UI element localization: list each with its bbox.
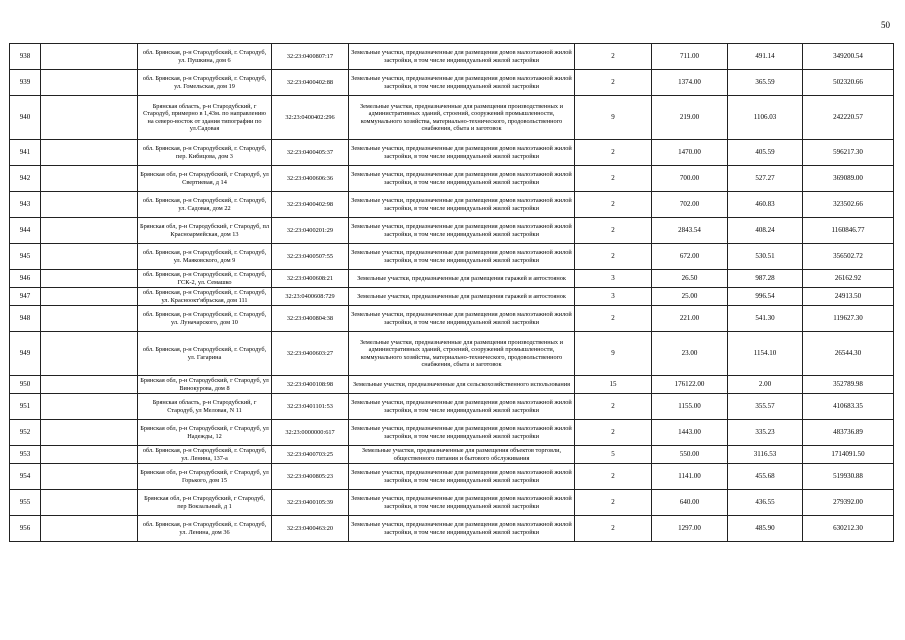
table-row <box>10 490 894 516</box>
use-type-cell: 2 <box>575 420 652 446</box>
row-number: 941 <box>10 140 41 166</box>
table-row <box>10 70 894 96</box>
blank-cell <box>41 332 138 376</box>
cadastral-number-cell: 32:23:0400201:29 <box>272 218 349 244</box>
land-registry-table <box>9 43 894 542</box>
address-cell: Брянская область, р-н Стародубский, г Стародуб, примерно в 1,43м. по направлению на северо-восток от здания типографии по ул.Садовая <box>138 96 272 140</box>
land-purpose-cell: Земельные участки, предназначенные для размещения гаражей и автостоянок <box>349 288 575 306</box>
use-type-cell: 2 <box>575 516 652 542</box>
use-type-cell: 2 <box>575 394 652 420</box>
cadastral-number-cell: 32:23:0400402:296 <box>272 96 349 140</box>
cadastral-value-cell: 630212.30 <box>803 516 894 542</box>
row-number: 955 <box>10 490 41 516</box>
table-row <box>10 218 894 244</box>
use-type-cell: 2 <box>575 306 652 332</box>
table-row <box>10 166 894 192</box>
cadastral-value-cell: 410683.35 <box>803 394 894 420</box>
row-number: 939 <box>10 70 41 96</box>
cadastral-number-cell: 32:23:0400603:27 <box>272 332 349 376</box>
address-cell: обл. Брянская, р-н Стародубский, г. Стародуб, ул. Луначарского, дом 10 <box>138 306 272 332</box>
blank-cell <box>41 306 138 332</box>
blank-cell <box>41 70 138 96</box>
land-purpose-cell: Земельные участки, предназначенные для размещения домов малоэтажной жилой застройки, в том числе индивидуальной жилой застройки <box>349 166 575 192</box>
address-cell: обл. Брянская, р-н Стародубский, г. Стародуб, ул. Пушкина, дом 6 <box>138 44 272 70</box>
table-row <box>10 306 894 332</box>
page-number: 50 <box>881 20 890 30</box>
blank-cell <box>41 516 138 542</box>
blank-cell <box>41 288 138 306</box>
blank-cell <box>41 420 138 446</box>
table-row <box>10 420 894 446</box>
cadastral-number-cell: 32:23:0400402:88 <box>272 70 349 96</box>
cadastral-value-cell: 1714091.50 <box>803 446 894 464</box>
row-number: 954 <box>10 464 41 490</box>
area-cell: 1155.00 <box>652 394 728 420</box>
table-row <box>10 96 894 140</box>
cadastral-value-cell: 356502.72 <box>803 244 894 270</box>
use-type-cell: 2 <box>575 464 652 490</box>
specific-value-cell: 527.27 <box>728 166 803 192</box>
area-cell: 1141.00 <box>652 464 728 490</box>
blank-cell <box>41 244 138 270</box>
address-cell: Брянская обл, р-н Стародубский, г Стародуб, пл Красноармейская, дом 13 <box>138 218 272 244</box>
row-number: 938 <box>10 44 41 70</box>
cadastral-number-cell: 32:23:0400805:23 <box>272 464 349 490</box>
cadastral-number-cell: 32:23:0400405:37 <box>272 140 349 166</box>
specific-value-cell: 3116.53 <box>728 446 803 464</box>
specific-value-cell: 541.30 <box>728 306 803 332</box>
land-purpose-cell: Земельные участки, предназначенные для размещения домов малоэтажной жилой застройки, в том числе индивидуальной жилой застройки <box>349 140 575 166</box>
address-cell: обл. Брянская, р-н Стародубский, г. Стародуб, ГСК-2, ул. Семашко <box>138 270 272 288</box>
cadastral-number-cell: 32:23:0401101:53 <box>272 394 349 420</box>
land-purpose-cell: Земельные участки, предназначенные для размещения домов малоэтажной жилой застройки, в том числе индивидуальной жилой застройки <box>349 420 575 446</box>
cadastral-value-cell: 352789.98 <box>803 376 894 394</box>
blank-cell <box>41 166 138 192</box>
area-cell: 23.00 <box>652 332 728 376</box>
blank-cell <box>41 218 138 244</box>
table-row <box>10 244 894 270</box>
registry-body <box>10 44 894 542</box>
cadastral-number-cell: 32:23:0400606:36 <box>272 166 349 192</box>
land-purpose-cell: Земельные участки, предназначенные для сельскохозяйственного использования <box>349 376 575 394</box>
cadastral-value-cell: 279392.00 <box>803 490 894 516</box>
row-number: 953 <box>10 446 41 464</box>
area-cell: 176122.00 <box>652 376 728 394</box>
land-purpose-cell: Земельные участки, предназначенные для размещения домов малоэтажной жилой застройки, в том числе индивидуальной жилой застройки <box>349 490 575 516</box>
table-row <box>10 446 894 464</box>
cadastral-number-cell: 32:23:0000000:617 <box>272 420 349 446</box>
cadastral-number-cell: 32:23:0400463:20 <box>272 516 349 542</box>
area-cell: 702.00 <box>652 192 728 218</box>
address-cell: обл. Брянская, р-н Стародубский, г. Стародуб, пер. Кибицова, дом 3 <box>138 140 272 166</box>
area-cell: 700.00 <box>652 166 728 192</box>
row-number: 943 <box>10 192 41 218</box>
use-type-cell: 2 <box>575 244 652 270</box>
use-type-cell: 3 <box>575 270 652 288</box>
blank-cell <box>41 464 138 490</box>
specific-value-cell: 436.55 <box>728 490 803 516</box>
cadastral-value-cell: 323502.66 <box>803 192 894 218</box>
land-purpose-cell: Земельные участки, предназначенные для размещения домов малоэтажной жилой застройки, в том числе индивидуальной жилой застройки <box>349 516 575 542</box>
use-type-cell: 2 <box>575 140 652 166</box>
cadastral-number-cell: 32:23:0400703:25 <box>272 446 349 464</box>
row-number: 948 <box>10 306 41 332</box>
row-number: 942 <box>10 166 41 192</box>
cadastral-value-cell: 369089.00 <box>803 166 894 192</box>
cadastral-number-cell: 32:23:0400608:21 <box>272 270 349 288</box>
use-type-cell: 15 <box>575 376 652 394</box>
land-purpose-cell: Земельные участки, предназначенные для размещения гаражей и автостоянок <box>349 270 575 288</box>
table-row <box>10 394 894 420</box>
row-number: 945 <box>10 244 41 270</box>
blank-cell <box>41 394 138 420</box>
row-number: 940 <box>10 96 41 140</box>
use-type-cell: 9 <box>575 96 652 140</box>
area-cell: 1443.00 <box>652 420 728 446</box>
address-cell: обл. Брянская, р-н Стародубский, г. Стародуб, ул. Маяковского, дом 9 <box>138 244 272 270</box>
area-cell: 1470.00 <box>652 140 728 166</box>
row-number: 946 <box>10 270 41 288</box>
table-row <box>10 288 894 306</box>
address-cell: Брянская обл, р-н Стародубский, г Стародуб, ул Свертиевая, д 14 <box>138 166 272 192</box>
specific-value-cell: 987.28 <box>728 270 803 288</box>
address-cell: Брянская область, р-н Стародубский, г Стародуб, ул Меловая, N 11 <box>138 394 272 420</box>
blank-cell <box>41 376 138 394</box>
use-type-cell: 5 <box>575 446 652 464</box>
use-type-cell: 3 <box>575 288 652 306</box>
cadastral-value-cell: 26544.30 <box>803 332 894 376</box>
blank-cell <box>41 140 138 166</box>
area-cell: 221.00 <box>652 306 728 332</box>
use-type-cell: 2 <box>575 44 652 70</box>
cadastral-value-cell: 349200.54 <box>803 44 894 70</box>
use-type-cell: 2 <box>575 70 652 96</box>
blank-cell <box>41 270 138 288</box>
cadastral-value-cell: 26162.92 <box>803 270 894 288</box>
specific-value-cell: 530.51 <box>728 244 803 270</box>
land-purpose-cell: Земельные участки, предназначенные для размещения домов малоэтажной жилой застройки, в том числе индивидуальной жилой застройки <box>349 244 575 270</box>
address-cell: Брянская обл, р-н Стародубский, г Стародуб, ул Горького, дом 15 <box>138 464 272 490</box>
address-cell: Брянская обл, р-н Стародубский, г Стародуб, ул Надежды, 12 <box>138 420 272 446</box>
blank-cell <box>41 490 138 516</box>
cadastral-number-cell: 32:23:0400105:39 <box>272 490 349 516</box>
cadastral-number-cell: 32:23:0400402:98 <box>272 192 349 218</box>
blank-cell <box>41 446 138 464</box>
table-row <box>10 192 894 218</box>
area-cell: 711.00 <box>652 44 728 70</box>
specific-value-cell: 2.00 <box>728 376 803 394</box>
row-number: 949 <box>10 332 41 376</box>
specific-value-cell: 335.23 <box>728 420 803 446</box>
specific-value-cell: 485.90 <box>728 516 803 542</box>
use-type-cell: 2 <box>575 166 652 192</box>
specific-value-cell: 405.59 <box>728 140 803 166</box>
use-type-cell: 2 <box>575 490 652 516</box>
specific-value-cell: 996.54 <box>728 288 803 306</box>
specific-value-cell: 455.68 <box>728 464 803 490</box>
address-cell: обл. Брянская, р-н Стародубский, г. Стародуб, ул. Гагарина <box>138 332 272 376</box>
row-number: 956 <box>10 516 41 542</box>
address-cell: обл. Брянская, р-н Стародубский, г. Стародуб, ул. Садовая, дом 22 <box>138 192 272 218</box>
table-row <box>10 270 894 288</box>
area-cell: 1297.00 <box>652 516 728 542</box>
use-type-cell: 9 <box>575 332 652 376</box>
area-cell: 640.00 <box>652 490 728 516</box>
row-number: 952 <box>10 420 41 446</box>
area-cell: 672.00 <box>652 244 728 270</box>
specific-value-cell: 491.14 <box>728 44 803 70</box>
cadastral-value-cell: 242220.57 <box>803 96 894 140</box>
blank-cell <box>41 44 138 70</box>
land-purpose-cell: Земельные участки, предназначенные для размещения домов малоэтажной жилой застройки, в том числе индивидуальной жилой застройки <box>349 394 575 420</box>
address-cell: обл. Брянская, р-н Стародубский, г. Стародуб, ул. Гомельская, дом 19 <box>138 70 272 96</box>
row-number: 950 <box>10 376 41 394</box>
table-row <box>10 464 894 490</box>
land-purpose-cell: Земельные участки, предназначенные для размещения объектов торговли, общественного питания и бытового обслуживания <box>349 446 575 464</box>
cadastral-number-cell: 32:23:0400507:55 <box>272 244 349 270</box>
table-row <box>10 140 894 166</box>
row-number: 944 <box>10 218 41 244</box>
cadastral-value-cell: 519930.88 <box>803 464 894 490</box>
land-purpose-cell: Земельные участки, предназначенные для размещения домов малоэтажной жилой застройки, в том числе индивидуальной жилой застройки <box>349 306 575 332</box>
area-cell: 26.50 <box>652 270 728 288</box>
address-cell: обл. Брянская, р-н Стародубский, г. Стародуб, ул. Ленина, 137-а <box>138 446 272 464</box>
row-number: 951 <box>10 394 41 420</box>
specific-value-cell: 408.24 <box>728 218 803 244</box>
area-cell: 1374.00 <box>652 70 728 96</box>
row-number: 947 <box>10 288 41 306</box>
specific-value-cell: 1154.10 <box>728 332 803 376</box>
cadastral-value-cell: 1160846.77 <box>803 218 894 244</box>
area-cell: 2843.54 <box>652 218 728 244</box>
blank-cell <box>41 192 138 218</box>
table-row <box>10 376 894 394</box>
cadastral-number-cell: 32:23:0400608:729 <box>272 288 349 306</box>
cadastral-value-cell: 596217.30 <box>803 140 894 166</box>
address-cell: обл. Брянская, р-н Стародубский, г. Стародуб, ул. Ленина, дом 36 <box>138 516 272 542</box>
address-cell: обл. Брянская, р-н Стародубский, г. Стародуб, ул. Красноокт'ябрьская, дом 111 <box>138 288 272 306</box>
area-cell: 25.00 <box>652 288 728 306</box>
cadastral-value-cell: 483736.89 <box>803 420 894 446</box>
address-cell: Брянская обл, р-н Стародубский, г Стародуб, пер Вокзальный, д 1 <box>138 490 272 516</box>
cadastral-number-cell: 32:23:0400108:98 <box>272 376 349 394</box>
specific-value-cell: 1106.03 <box>728 96 803 140</box>
specific-value-cell: 460.83 <box>728 192 803 218</box>
cadastral-value-cell: 502320.66 <box>803 70 894 96</box>
blank-cell <box>41 96 138 140</box>
land-purpose-cell: Земельные участки, предназначенные для размещения домов малоэтажной жилой застройки, в том числе индивидуальной жилой застройки <box>349 70 575 96</box>
land-purpose-cell: Земельные участки, предназначенные для размещения домов малоэтажной жилой застройки, в том числе индивидуальной жилой застройки <box>349 464 575 490</box>
land-purpose-cell: Земельные участки, предназначенные для размещения производственных и административных зданий, строений, сооружений промышленности, коммунального хозяйства, материально-технического, продовольственного снабжения, сбыта и заготовок <box>349 332 575 376</box>
use-type-cell: 2 <box>575 192 652 218</box>
table-row <box>10 516 894 542</box>
cadastral-number-cell: 32:23:0400804:38 <box>272 306 349 332</box>
land-purpose-cell: Земельные участки, предназначенные для размещения домов малоэтажной жилой застройки, в том числе индивидуальной жилой застройки <box>349 44 575 70</box>
specific-value-cell: 365.59 <box>728 70 803 96</box>
use-type-cell: 2 <box>575 218 652 244</box>
table-row <box>10 332 894 376</box>
land-purpose-cell: Земельные участки, предназначенные для размещения домов малоэтажной жилой застройки, в том числе индивидуальной жилой застройки <box>349 192 575 218</box>
specific-value-cell: 355.57 <box>728 394 803 420</box>
area-cell: 550.00 <box>652 446 728 464</box>
land-purpose-cell: Земельные участки, предназначенные для размещения производственных и административных зданий, строений, сооружений промышленности, коммунального хозяйства, материально-технического, продовольственного снабжения, сбыта и заготовок <box>349 96 575 140</box>
cadastral-value-cell: 119627.30 <box>803 306 894 332</box>
land-purpose-cell: Земельные участки, предназначенные для размещения домов малоэтажной жилой застройки, в том числе индивидуальной жилой застройки <box>349 218 575 244</box>
address-cell: Брянская обл, р-н Стародубский, г Стародуб, ул Винокурова, дом 8 <box>138 376 272 394</box>
cadastral-value-cell: 24913.50 <box>803 288 894 306</box>
cadastral-number-cell: 32:23:0400807:17 <box>272 44 349 70</box>
table-row <box>10 44 894 70</box>
area-cell: 219.00 <box>652 96 728 140</box>
